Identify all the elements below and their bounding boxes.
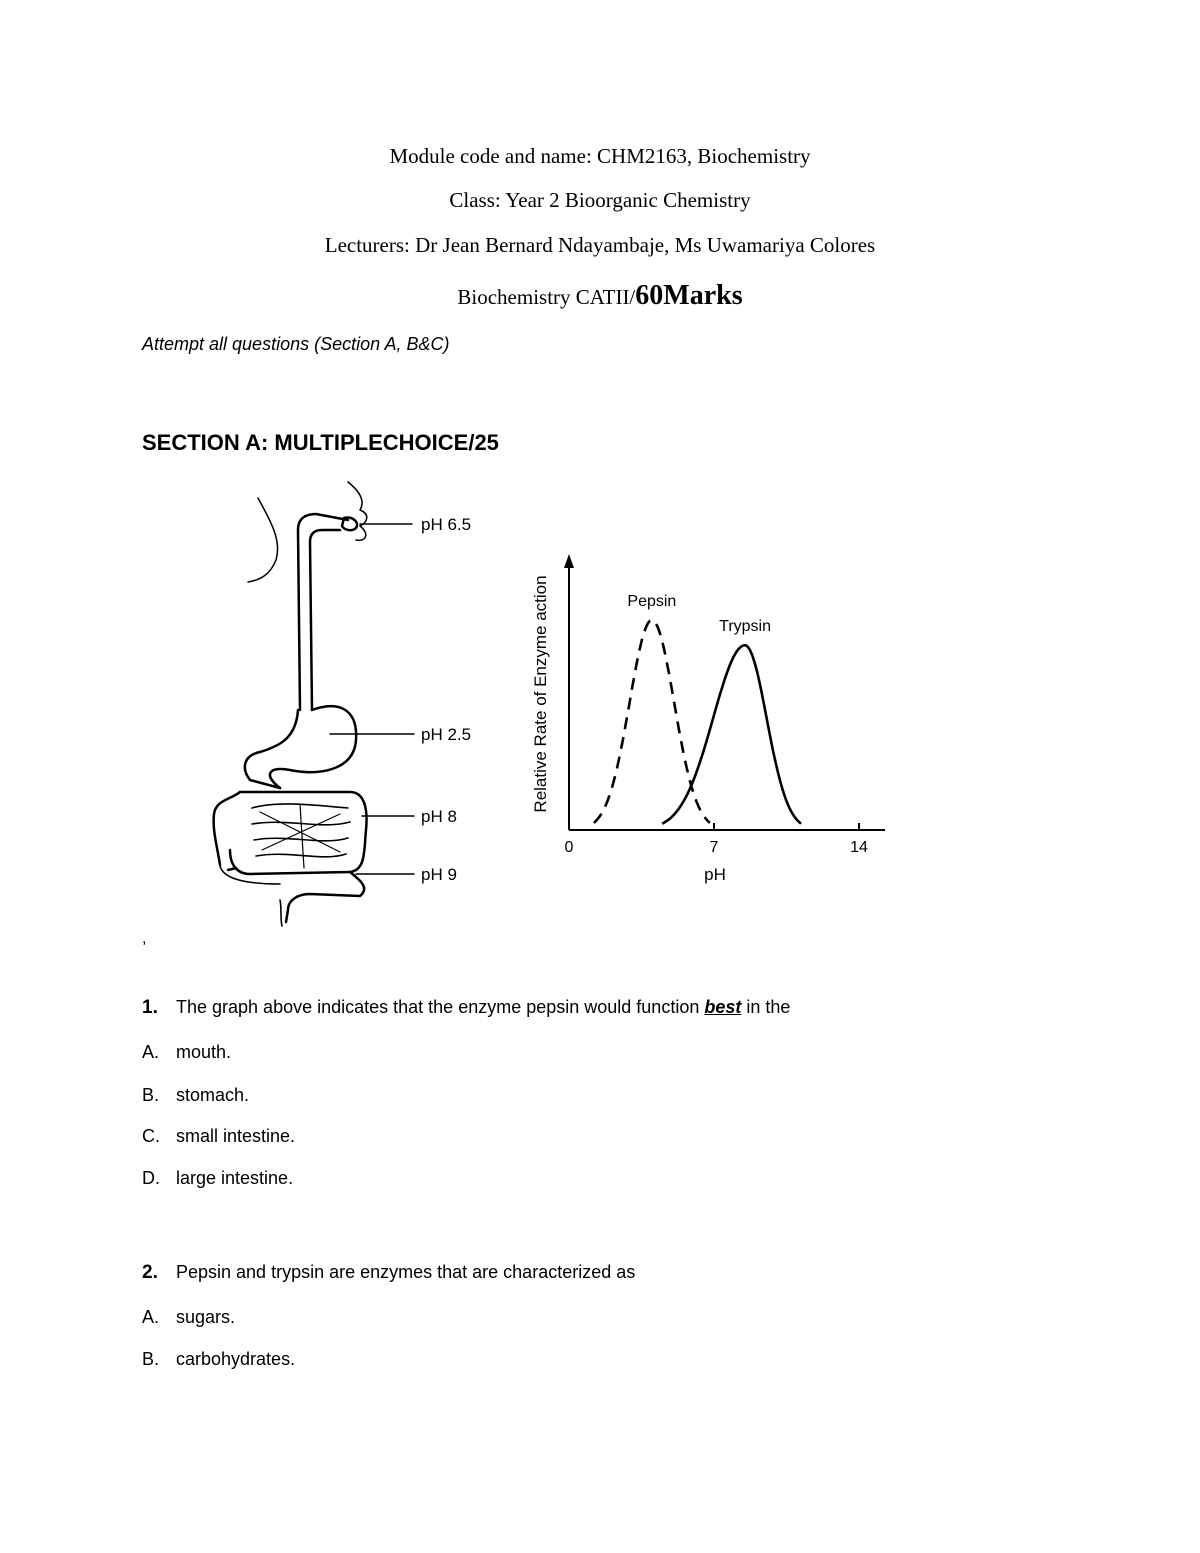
x-tick-label: 0 [564, 839, 574, 856]
y-axis-label: Relative Rate of Enzyme action [531, 575, 550, 813]
class-line: Class: Year 2 Bioorganic Chemistry [449, 188, 751, 212]
option-2b[interactable] [142, 1349, 295, 1370]
question-number: 1. [142, 997, 158, 1018]
option-text: sugars. [176, 1307, 236, 1327]
option-1d[interactable] [142, 1168, 293, 1189]
x-axis-label: pH [704, 865, 726, 884]
module-title: Module code and name: CHM2163, Biochemistry [389, 144, 811, 168]
option-1a[interactable] [142, 1042, 231, 1063]
series-label-pepsin: Pepsin [627, 593, 677, 610]
instructions: Attempt all questions (Section A, B&C) [142, 334, 450, 354]
ph-label-stomach: pH 2.5 [421, 725, 472, 744]
stray-mark: , [142, 930, 147, 947]
option-text: small intestine. [176, 1126, 296, 1146]
option-letter: C. [142, 1126, 160, 1146]
option-letter: D. [142, 1168, 160, 1188]
ph-label-small-intestine: pH 8 [421, 807, 457, 826]
cat-marks: 60Marks [635, 280, 743, 311]
x-tick-label: 7 [709, 839, 719, 856]
series-label-trypsin: Trypsin [719, 618, 772, 636]
option-letter: B. [142, 1085, 160, 1105]
section-a-title: SECTION A: MULTIPLECHOICE/25 [142, 430, 499, 455]
option-1c[interactable] [142, 1126, 295, 1147]
option-text: stomach. [176, 1085, 250, 1105]
option-2a[interactable] [142, 1307, 235, 1328]
option-text: large intestine. [176, 1168, 294, 1188]
cat-prefix: Biochemistry CATII/ [457, 285, 636, 309]
option-text: carbohydrates. [176, 1349, 296, 1369]
lecturers-line: Lecturers: Dr Jean Bernard Ndayambaje, Ms Uwamariya Colores [324, 233, 876, 257]
question-text-after: in the [741, 997, 791, 1017]
question-2 [142, 1262, 635, 1284]
ph-label-mouth: pH 6.5 [421, 515, 472, 534]
ph-label-large-intestine: pH 9 [421, 865, 457, 884]
option-text: mouth. [176, 1042, 232, 1062]
digestive-system-diagram [214, 482, 414, 926]
question-emphasis: best [704, 997, 742, 1017]
option-letter: B. [142, 1349, 160, 1369]
option-letter: A. [142, 1042, 160, 1062]
question-1 [142, 997, 790, 1019]
option-letter: A. [142, 1307, 160, 1327]
enzyme-chart [531, 554, 885, 884]
option-1b[interactable] [142, 1085, 249, 1106]
question-text: Pepsin and trypsin are enzymes that are characterized as [176, 1262, 636, 1282]
x-tick-label: 14 [850, 839, 868, 856]
question-text-before: The graph above indicates that the enzyme pepsin would function [176, 997, 705, 1017]
y-axis-arrow [564, 554, 574, 568]
question-number: 2. [142, 1262, 158, 1283]
cat-title [0, 280, 1200, 312]
figure [200, 470, 920, 930]
series-line-pepsin [594, 620, 710, 823]
series-line-trypsin [662, 645, 801, 824]
